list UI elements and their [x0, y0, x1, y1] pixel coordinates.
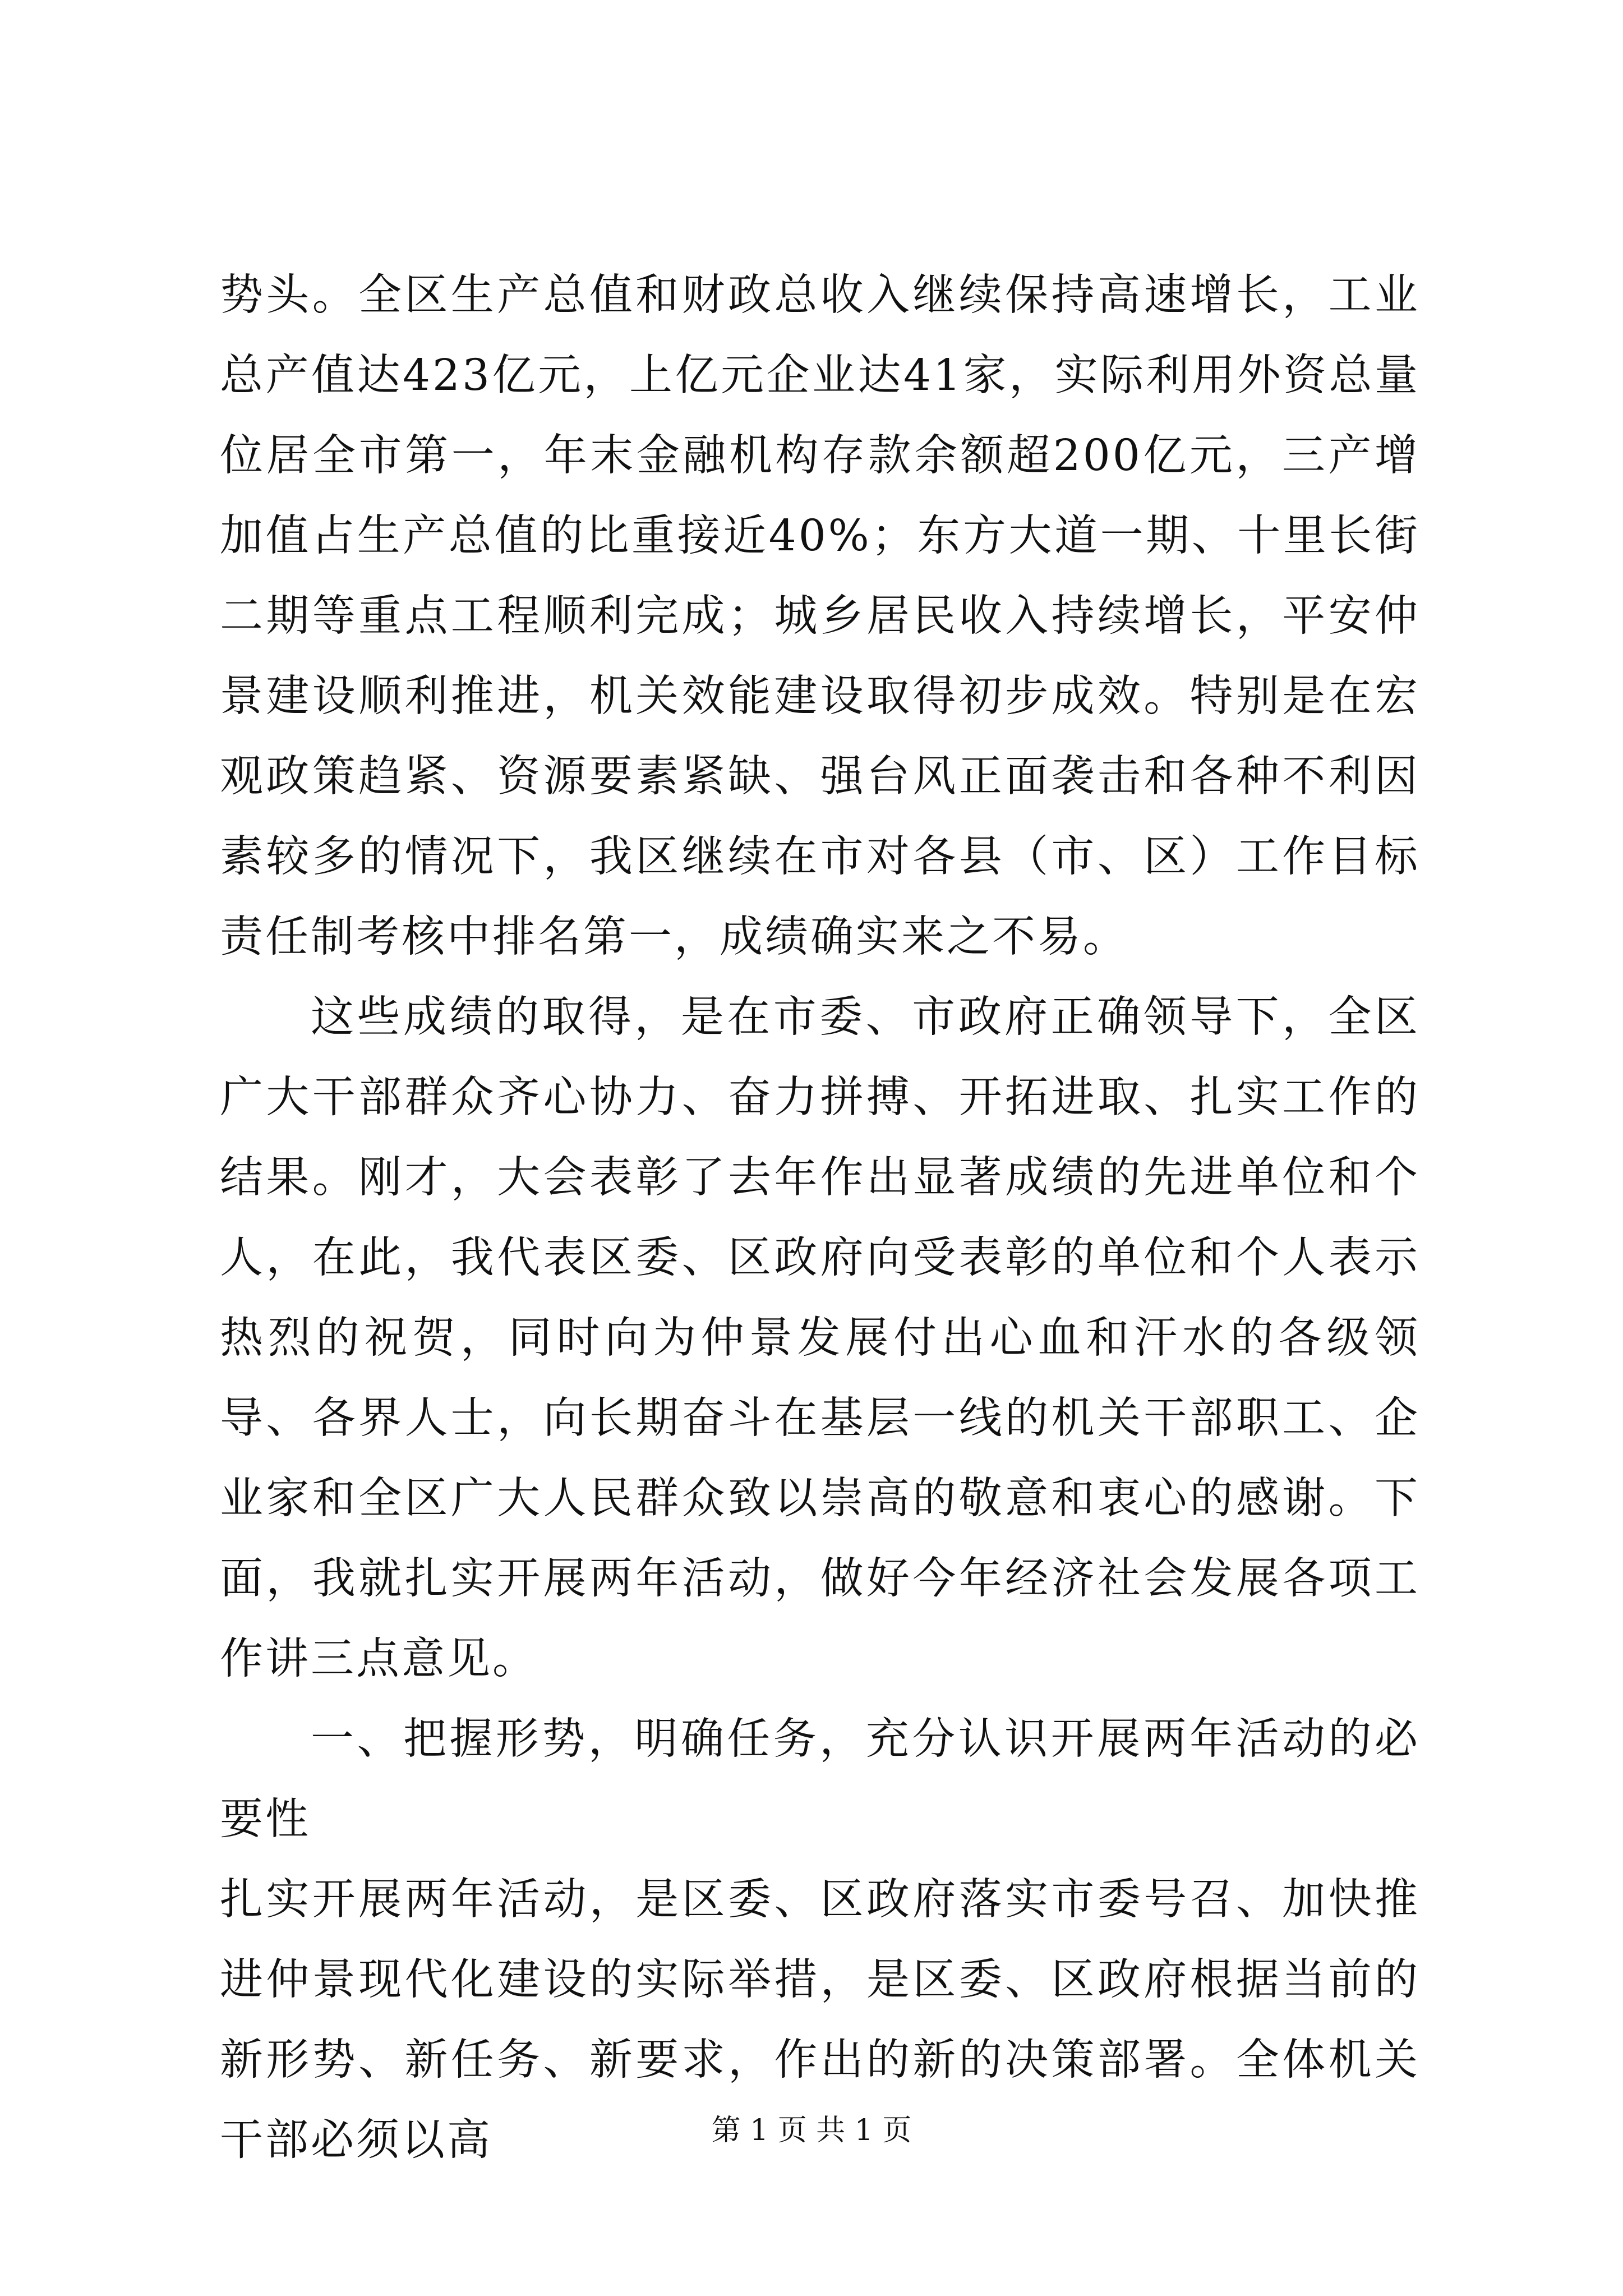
section-heading-1: 一、把握形势，明确任务，充分认识开展两年活动的必要性 [220, 1714, 1420, 1844]
page-footer: 第 1 页 共 1 页 [711, 2114, 912, 2147]
document-body [220, 255, 1420, 2180]
paragraph-2: 这些成绩的取得，是在市委、市政府正确领导下，全区广大干部群众齐心协力、奋力拼搏、开拓进取、扎实工作的结果。刚才，大会表彰了去年作出显著成绩的先进单位和个人，在此，我代表区委、区政府向受表彰的单位和个人表示热烈的祝贺，同时向为仲景发展付出心血和汗水的各级领导、各界人士，向长期奋斗在基层一线的机关干部职工、企业家和全区广大人民群众致以崇高的敬意和衷心的感谢。下面，我就扎实开展两年活动，做好今年经济社会发展各项工作讲三点意见。 [220, 992, 1420, 1684]
paragraph-1: 势头。全区生产总值和财政总收入继续保持高速增长，工业总产值达423亿元，上亿元企业达41家，实际利用外资总量位居全市第一，年末金融机构存款余额超200亿元，三产增加值占生产总值的比重接近40%；东方大道一期、十里长街二期等重点工程顺利完成；城乡居民收入持续增长，平安仲景建设顺利推进，机关效能建设取得初步成效。特别是在宏观政策趋紧、资源要素紧缺、强台风正面袭击和各种不利因素较多的情况下，我区继续在市对各县（市、区）工作目标责任制考核中排名第一，成绩确实来之不易。 [220, 270, 1420, 962]
paragraph-3: 扎实开展两年活动，是区委、区政府落实市委号召、加快推进仲景现代化建设的实际举措，是区委、区政府根据当前的新形势、新任务、新要求，作出的新的决策部署。全体机关干部必须以高 [220, 1875, 1420, 2165]
